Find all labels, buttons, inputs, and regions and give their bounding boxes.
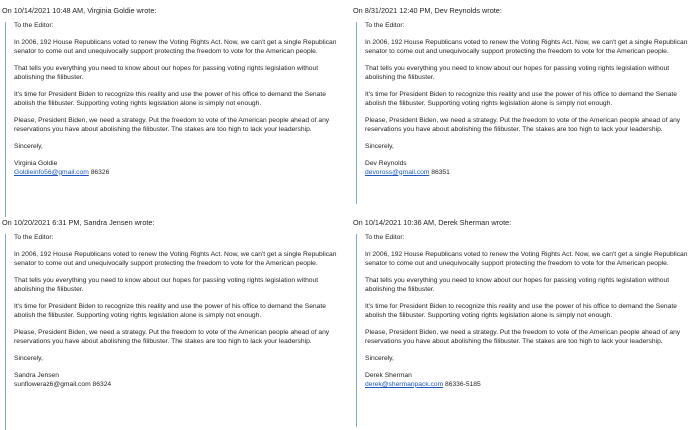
sender-contact-line <box>14 381 346 390</box>
quoted-message-body <box>5 22 346 217</box>
greeting: To the Editor: <box>14 234 54 241</box>
greeting: To the Editor: <box>365 234 405 241</box>
paragraph: In 2006, 192 House Republicans voted to renew the Voting Rights Act. Now, we can't get a single Republican senator to come out and unequivocally support protecting the freedom to vote for the American people. <box>14 39 337 55</box>
greeting: To the Editor: <box>365 22 405 29</box>
paragraph: It's time for President Biden to recognize this reality and use the power of his office to demand the Senate abolish the filibuster. Supporting voting rights legislation alone is simply not enough. <box>14 90 326 107</box>
sender-name: Derek Sherman <box>365 371 412 379</box>
paragraph: Please, President Biden, we need a strategy. Put the freedom to vote of the American people ahead of any reservations you have about abolishing the filibuster. The stakes are too high to lack your leadership. <box>365 328 681 345</box>
paragraph: In 2006, 192 House Republicans voted to renew the Voting Rights Act. Now, we can't get a single Republican senator to come out and unequivocally support protecting the freedom to vote for the American people. <box>14 251 337 267</box>
sender-zip: 86351 <box>431 168 450 176</box>
sender-zip: 86326 <box>90 168 110 176</box>
paragraph: That tells you everything you need to know about our hopes for passing voting rights legislation without abolishing the filibuster. <box>14 64 319 81</box>
paragraph: It's time for President Biden to recognize this reality and use the power of his office to demand the Senate abolish the filibuster. Supporting voting rights legislation alone is simply not enough. <box>14 302 326 319</box>
sender-email: sunfloweraz6@gmail.com <box>14 380 91 388</box>
sender-name: Virginia Goldie <box>14 159 58 167</box>
sender-contact-line <box>365 381 691 390</box>
sender-email-link[interactable]: Goldieinfo56@gmail.com <box>14 168 89 176</box>
sender-zip: 86324 <box>92 380 112 388</box>
paragraph: Please, President Biden, we need a strategy. Put the freedom to vote of the American people ahead of any reservations you have about abolishing the filibuster. The stakes are too high to lack your leadership. <box>365 116 681 133</box>
paragraph: That tells you everything you need to know about our hopes for passing voting rights legislation without abolishing the filibuster. <box>365 276 670 293</box>
sender-email-link[interactable]: devoross@gmail.com <box>365 168 430 176</box>
greeting: To the Editor: <box>14 22 54 29</box>
closing: Sincerely, <box>365 142 394 150</box>
paragraph: In 2006, 192 House Republicans voted to renew the Voting Rights Act. Now, we can't get a single Republican senator to come out and unequivocally support protecting the freedom to vote for the American people. <box>365 39 688 55</box>
paragraph: In 2006, 192 House Republicans voted to renew the Voting Rights Act. Now, we can't get a single Republican senator to come out and unequivocally support protecting the freedom to vote for the American people. <box>365 251 688 267</box>
closing: Sincerely, <box>14 142 43 150</box>
paragraph: It's time for President Biden to recognize this reality and use the power of his office to demand the Senate abolish the filibuster. Supporting voting rights legislation alone is simply not enough. <box>365 302 677 319</box>
email-header: On 8/31/2021 12:40 PM, Dev Reynolds wrote: <box>353 6 502 15</box>
sender-contact-line <box>14 169 346 178</box>
sender-email-link[interactable]: derek@shermanpack.com <box>365 380 444 388</box>
paragraph: It's time for President Biden to recognize this reality and use the power of his office to demand the Senate abolish the filibuster. Supporting voting rights legislation alone is simply not enough. <box>365 90 677 107</box>
closing: Sincerely, <box>365 354 394 362</box>
sender-contact-line <box>365 169 691 178</box>
email-quote-2 <box>353 6 693 204</box>
closing: Sincerely, <box>14 354 43 362</box>
email-quote-1 <box>2 6 348 217</box>
email-header: On 10/14/2021 10:48 AM, Virginia Goldie wrote: <box>2 6 157 15</box>
email-header: On 10/14/2021 10:36 AM, Derek Sherman wrote: <box>353 218 512 227</box>
paragraph: That tells you everything you need to know about our hopes for passing voting rights legislation without abolishing the filibuster. <box>14 276 319 293</box>
paragraph: Please, President Biden, we need a strategy. Put the freedom to vote of the American people ahead of any reservations you have about abolishing the filibuster. The stakes are too high to lack your leadership. <box>14 328 330 345</box>
email-quote-4 <box>353 218 693 427</box>
quoted-message-body <box>5 234 346 430</box>
paragraph: Please, President Biden, we need a strategy. Put the freedom to vote of the American people ahead of any reservations you have about abolishing the filibuster. The stakes are too high to lack your leadership. <box>14 116 330 133</box>
email-quote-3 <box>2 218 348 430</box>
quoted-message-body <box>356 22 691 204</box>
email-header: On 10/20/2021 6:31 PM, Sandra Jensen wrote: <box>2 218 155 227</box>
sender-name: Dev Reynolds <box>365 159 407 167</box>
paragraph: That tells you everything you need to know about our hopes for passing voting rights legislation without abolishing the filibuster. <box>365 64 670 81</box>
sender-zip: 86336-5185 <box>445 380 481 388</box>
sender-name: Sandra Jensen <box>14 371 59 379</box>
quoted-message-body <box>356 234 691 427</box>
